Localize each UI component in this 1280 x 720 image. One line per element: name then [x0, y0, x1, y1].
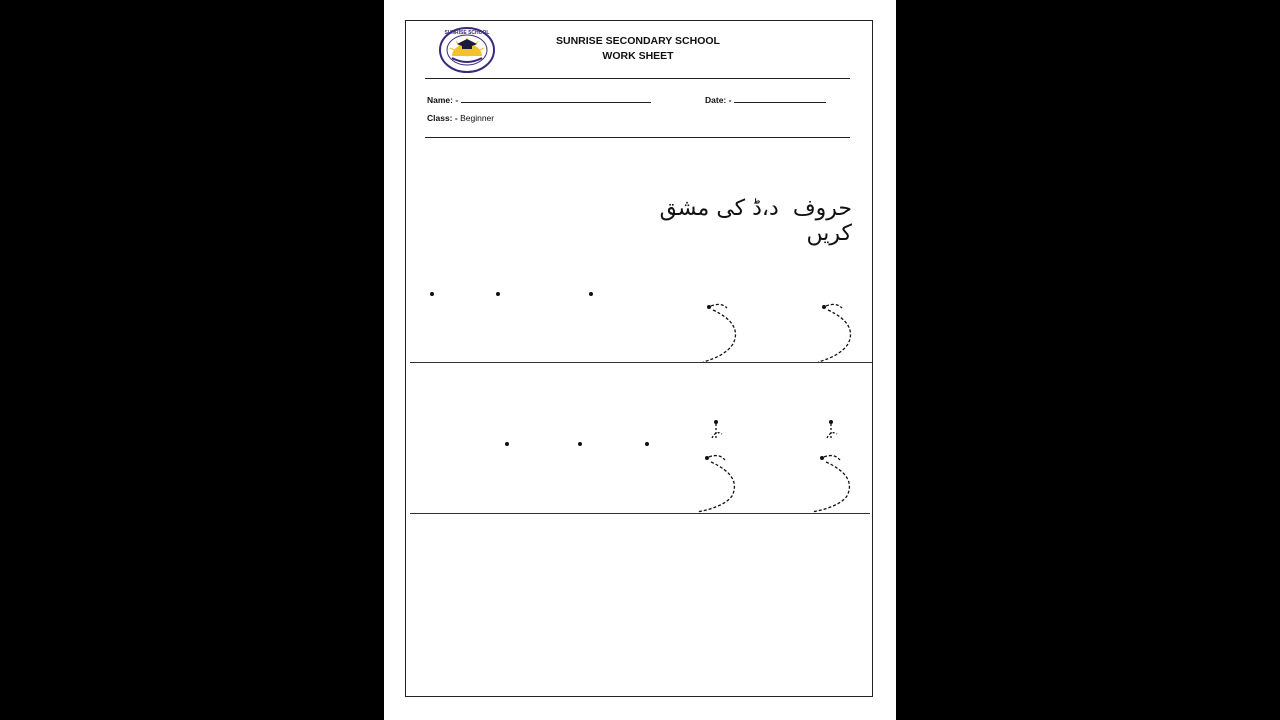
fields-divider — [425, 137, 850, 138]
practice-dot — [589, 292, 593, 296]
header-divider — [425, 78, 850, 79]
school-name: SUNRISE SECONDARY SCHOOL — [556, 35, 720, 47]
sheet-title: WORK SHEET — [602, 50, 674, 62]
class-label: Class: - — [427, 113, 458, 123]
traced-letter-dal-1 — [695, 296, 745, 366]
name-field — [427, 94, 651, 105]
practice-dot — [645, 442, 649, 446]
instruction-letters: د،ڈ کی مشق کریں — [659, 196, 852, 246]
name-label: Name: - — [427, 95, 459, 105]
instruction-heading — [640, 196, 852, 246]
traced-letter-dal-2 — [810, 296, 860, 366]
practice-dot — [430, 292, 434, 296]
name-blank — [461, 94, 651, 103]
traced-letter-ddal-1 — [690, 416, 745, 514]
class-field — [427, 113, 494, 123]
school-logo — [438, 26, 496, 74]
date-field — [705, 94, 826, 105]
practice-dot — [505, 442, 509, 446]
instruction-word: حروف — [792, 196, 852, 221]
practice-dot — [578, 442, 582, 446]
logo-text: SUNRISE SCHOOL — [444, 30, 490, 36]
writing-baseline-2 — [410, 513, 870, 514]
traced-letter-ddal-2 — [805, 416, 860, 514]
date-blank — [734, 94, 826, 103]
practice-dot — [496, 292, 500, 296]
date-label: Date: - — [705, 95, 732, 105]
writing-baseline-1 — [410, 362, 872, 363]
class-value: Beginner — [460, 113, 495, 123]
